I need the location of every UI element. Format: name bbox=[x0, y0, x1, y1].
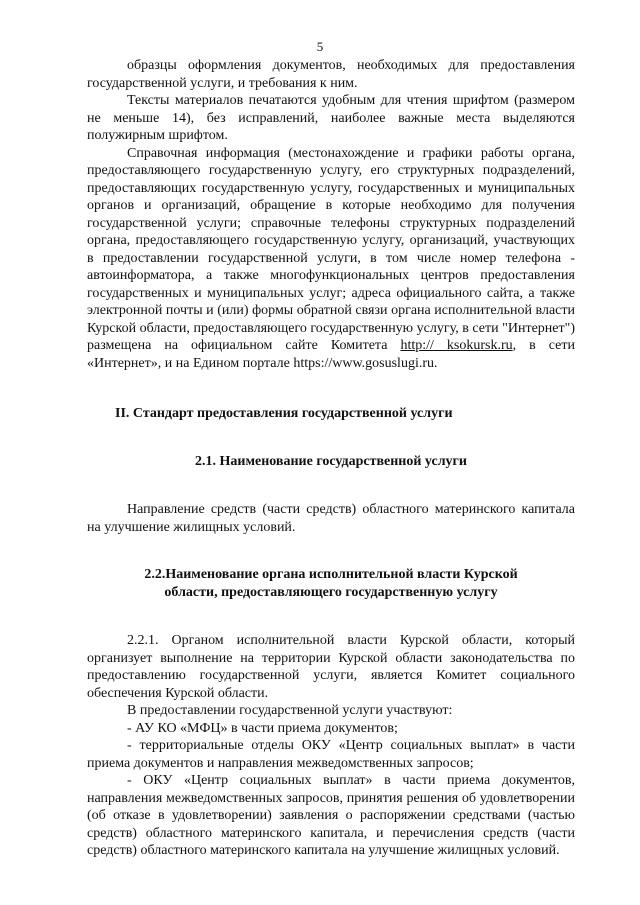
subsection-2-paragraph-2: В предоставлении государственной услуги участвуют: bbox=[127, 703, 453, 718]
subsection-2-title-line-1: 2.2.Наименование органа исполнительной власти Курской bbox=[144, 567, 518, 582]
paragraph-font-requirements: Тексты материалов печатаются удобным для чтения шрифтом (размером не меньше 14), без исправлений, наиболее важные места выделяются полужирным шрифтом. bbox=[87, 93, 575, 143]
page-number: 5 bbox=[316, 39, 324, 54]
participant-item-mfc: - АУ КО «МФЦ» в части приема документов; bbox=[127, 720, 398, 736]
section-title: II. Стандарт предоставления государственной услуги bbox=[115, 406, 453, 421]
subsection-1-text: Направление средств (части средств) областного материнского капитала на улучшение жилищных условий. bbox=[87, 502, 575, 535]
participant-item-territorial-offices: - территориальные отделы ОКУ «Центр социальных выплат» в части приема документов и направления межведомственных запросов; bbox=[87, 738, 575, 771]
participant-item-oku: - ОКУ «Центр социальных выплат» в части приема документов, направления межведомственных запросов, принятия решения об удовлетворении (об отказе в удовлетворении) заявления о распоряжении средствами (частью средств) областного материнского капитала, и перечисления средств (части средств) областного материнского капитала на улучшение жилищных условий. bbox=[87, 773, 575, 858]
committee-site-link[interactable]: http:// ksokursk.ru bbox=[400, 338, 513, 353]
subsection-1-title: 2.1. Наименование государственной услуги bbox=[195, 454, 467, 469]
subsection-2-title-line-2: области, предоставляющего государственную услугу bbox=[164, 585, 498, 600]
reference-info-tail: , в сети «Интернет», и на Едином портале https://www.gosuslugi.ru. bbox=[87, 338, 575, 371]
subsection-2-paragraph-1: 2.2.1. Органом исполнительной власти Курской области, который организует выполнение на территории Курской области законодательства по предоставлению государственной услуги, является Комитет социального обеспечения Курской области. bbox=[87, 633, 575, 701]
reference-info-text: Справочная информация (местонахождение и графики работы органа, предоставляющего государственную услугу, его структурных подразделений, предоставляющих государственную услугу, государственных и муниципальных органов и организаций, обращение в которые необходимо для получения государственной услуги; справочные телефоны структурных подразделений органа, предоставляющего государственную услугу, организаций, участвующих в предоставлении государственной услуги, в том числе номер телефона - автоинформатора, а также многофункциональных центров предоставления государственных и муниципальных услуг; адреса официального сайта, а также электронной почты и (или) формы обратной связи органа исполнительной власти Курской области, предоставляющего государственную услугу, в сети "Интернет") размещена на официальном сайте Комитета bbox=[87, 145, 575, 353]
page-content bbox=[87, 57, 575, 860]
paragraph-reference-info bbox=[87, 145, 575, 373]
paragraph-samples: образцы оформления документов, необходимых для предоставления государственной услуги, и требования к ним. bbox=[87, 58, 575, 91]
